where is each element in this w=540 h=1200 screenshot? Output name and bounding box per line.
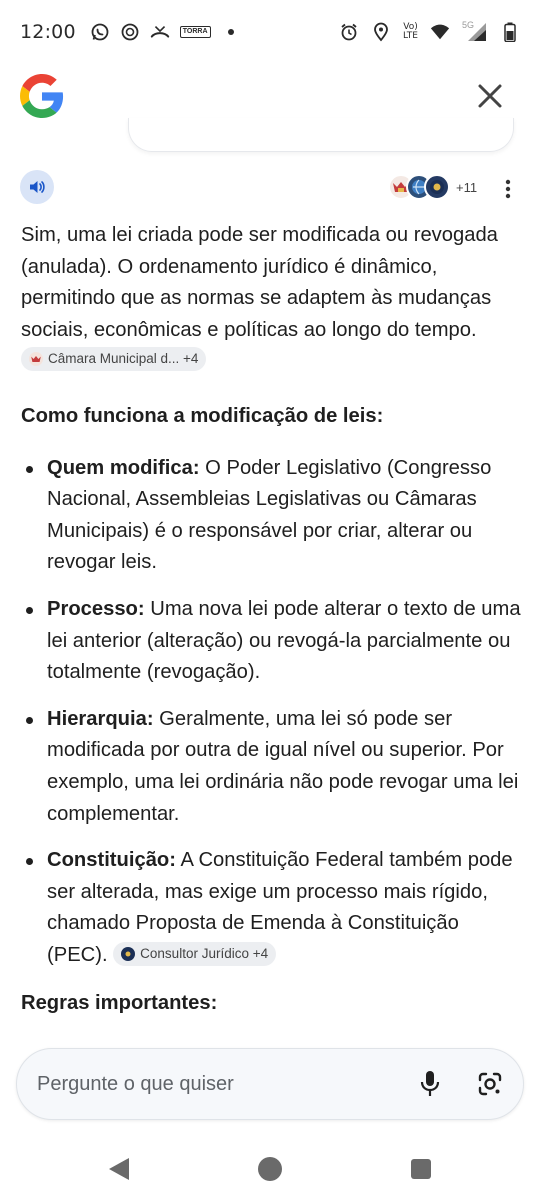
ai-answer (21, 220, 521, 986)
bullet-text: O Poder Legislativo (Congresso Nacional, Assembleias Legislativas ou Câmaras Municipais) é o responsável por criar, alterar ou revogar leis. (47, 456, 492, 574)
camara-favicon-icon (29, 352, 43, 366)
system-icons (339, 22, 520, 42)
list-item (21, 845, 521, 971)
wifi-icon (430, 22, 450, 42)
back-icon[interactable] (107, 1156, 131, 1182)
ask-input[interactable] (37, 1073, 397, 1096)
location-icon (371, 22, 391, 42)
recents-icon[interactable] (411, 1159, 431, 1179)
close-icon[interactable] (472, 78, 508, 114)
alarm-icon (339, 22, 359, 42)
bullet-text: Uma nova lei pode alterar o texto de uma lei anterior (alteração) ou revogá-la parcialmente ou totalmente (revogação). (47, 597, 521, 684)
sources-button[interactable] (388, 172, 477, 202)
lens-icon (477, 1071, 503, 1097)
bullet-label: Quem modifica: (47, 456, 200, 479)
bullet-label: Constituição: (47, 849, 176, 872)
status-bar (0, 0, 540, 64)
missed-call-icon (150, 22, 170, 42)
list-item (21, 594, 521, 689)
dot-icon (221, 22, 241, 42)
list-item (21, 453, 521, 579)
answer-intro (21, 220, 521, 378)
speaker-icon (28, 178, 46, 196)
more-options-button[interactable] (497, 174, 519, 204)
bullet-text: A Constituição Federal também pode ser alterada, mas exige um processo mais rígido, chamado Proposta de Emenda à Constituição (PEC). (47, 849, 513, 966)
volte-bottom-label: LTE (403, 31, 418, 41)
list-item (21, 704, 521, 830)
carrier-badge-icon: TORRA (180, 26, 211, 38)
battery-icon (500, 22, 520, 42)
whatsapp-icon (90, 22, 110, 42)
previous-query-card-edge (128, 118, 514, 152)
sources-count: +11 (456, 179, 478, 195)
signal-icon (462, 22, 488, 42)
listen-button[interactable] (20, 170, 54, 204)
bullet-list (21, 453, 521, 972)
threads-icon (120, 22, 140, 42)
source-favicon-conjur-icon (424, 174, 450, 200)
google-logo (20, 74, 64, 118)
google-lens-button[interactable] (473, 1067, 507, 1101)
section-heading-regras: Regras importantes: (21, 992, 218, 1014)
bullet-label: Processo: (47, 597, 145, 620)
answer-actions (0, 168, 540, 208)
source-chip-camara[interactable] (21, 347, 206, 371)
status-time: 12:00 (20, 21, 76, 43)
home-icon[interactable] (258, 1157, 282, 1181)
bullet-label: Hierarquia: (47, 707, 154, 730)
network-type-label: 5G (462, 20, 475, 30)
section-heading-modificacao: Como funciona a modificação de leis: (21, 404, 384, 427)
answer-intro-text: Sim, uma lei criada pode ser modificada ou revogada (anulada). O ordenamento jurídico é dinâmico, permitindo que as normas se adaptem às mudanças sociais, econômicas e políticas ao longo do tempo. (21, 224, 498, 341)
system-nav-bar (0, 1140, 540, 1200)
source-chip-conjur[interactable] (113, 942, 276, 966)
ask-bar (16, 1048, 524, 1120)
more-vert-icon (505, 179, 511, 199)
source-chip-conjur-label: Consultor Jurídico +4 (140, 945, 269, 961)
volte-top-label: Vo) (403, 22, 418, 32)
voice-search-button[interactable] (413, 1067, 447, 1101)
mic-icon (419, 1070, 441, 1098)
notification-icons (90, 22, 241, 42)
volte-icon (403, 23, 418, 41)
conjur-favicon-icon (121, 947, 135, 961)
source-chip-camara-label: Câmara Municipal d... +4 (48, 351, 199, 367)
bullet-text: Geralmente, uma lei só pode ser modificada por outra de igual nível ou superior. Por exemplo, uma lei ordinária não pode revogar uma lei complementar. (47, 707, 519, 825)
